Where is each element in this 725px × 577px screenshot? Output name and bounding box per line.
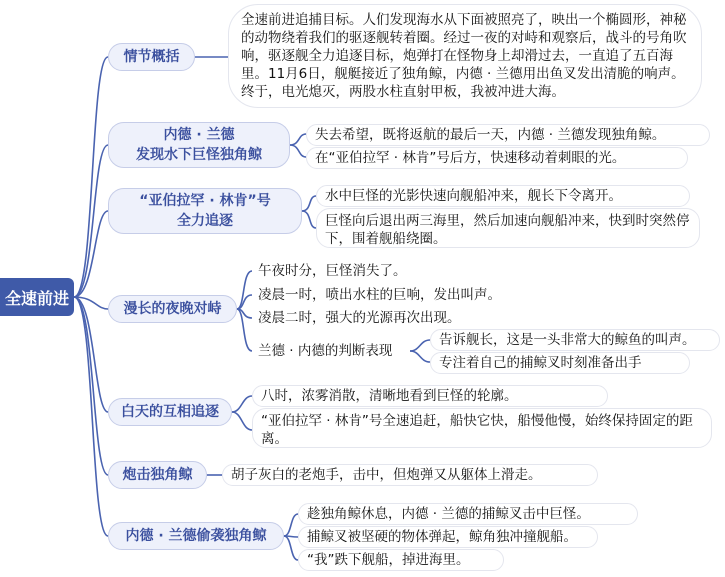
branch-ned-attack[interactable]: 内德 · 兰德偷袭独角鲸 [108, 522, 284, 550]
leaf-attack-1: 趁独角鲸休息，内德 · 兰德的捕鲸叉击中巨怪。 [298, 503, 638, 525]
leaf-attack-3: “我”跌下舰船，掉进海里。 [298, 549, 504, 571]
leaf-ned-judgement-1: 告诉舰长，这是一头非常大的鲸鱼的叫声。 [430, 329, 720, 351]
branch-night-standoff[interactable]: 漫长的夜晚对峙 [108, 295, 237, 323]
root-node[interactable]: 全速前进 [0, 278, 74, 316]
branch-shelling[interactable]: 炮击独角鲸 [108, 461, 207, 489]
leaf-night-2: 凌晨一时，喷出水柱的巨响，发出叫声。 [258, 287, 501, 303]
branch-daytime-chase[interactable]: 白天的互相追逐 [108, 398, 232, 426]
leaf-daytime-2: “亚伯拉罕 · 林肯”号全速追赶，船快它快，船慢他慢，始终保持固定的距离。 [252, 408, 712, 448]
leaf-plot-summary-text: 全速前进追捕目标。人们发现海水从下面被照亮了，映出一个椭圆形，神秘的动物绕着我们的驱逐舰转着圈。经过一夜的对峙和观察后，战斗的号角吹响，驱逐舰全力追逐目标，炮弹打在怪物身上却滑过去，一直追了五百海里。11月6日，舰艇接近了独角鲸，内德 · 兰德用出鱼叉发出清脆的响声。终于，电光熄灭，两股水柱直射甲板，我被冲进大海。 [228, 4, 702, 108]
leaf-attack-2: 捕鲸叉被坚硬的物体弹起，鲸角独冲撞舰船。 [298, 526, 598, 548]
leaf-shelling-1: 胡子灰白的老炮手，击中，但炮弹又从躯体上滑走。 [222, 464, 598, 486]
leaf-daytime-1: 八时，浓雾消散，清晰地看到巨怪的轮廓。 [252, 385, 608, 407]
leaf-full-pursuit-1: 水中巨怪的光影快速向舰船冲来，舰长下令离开。 [316, 185, 690, 207]
leaf-ned-judgement-2: 专注着自己的捕鲸叉时刻准备出手 [430, 352, 690, 374]
leaf-night-1: 午夜时分，巨怪消失了。 [258, 263, 407, 279]
leaf-ned-discovers-2: 在“亚伯拉罕 · 林肯”号后方，快速移动着刺眼的光。 [306, 147, 688, 169]
leaf-full-pursuit-2: 巨怪向后退出两三海里，然后加速向舰船冲来，快到时突然停下，围着舰船绕圈。 [316, 208, 700, 248]
branch-ned-discovers[interactable]: 内德 · 兰德 发现水下巨怪独角鲸 [108, 122, 290, 168]
leaf-ned-discovers-1: 失去希望，既将返航的最后一天，内德 · 兰德发现独角鲸。 [306, 124, 710, 146]
sub-branch-ned-judgement[interactable]: 兰德 · 内德的判断表现 [258, 343, 393, 359]
branch-plot-summary[interactable]: 情节概括 [108, 43, 195, 71]
leaf-night-3: 凌晨二时，强大的光源再次出现。 [258, 310, 461, 326]
branch-full-pursuit[interactable]: “亚伯拉罕 · 林肯”号 全力追逐 [108, 188, 302, 234]
